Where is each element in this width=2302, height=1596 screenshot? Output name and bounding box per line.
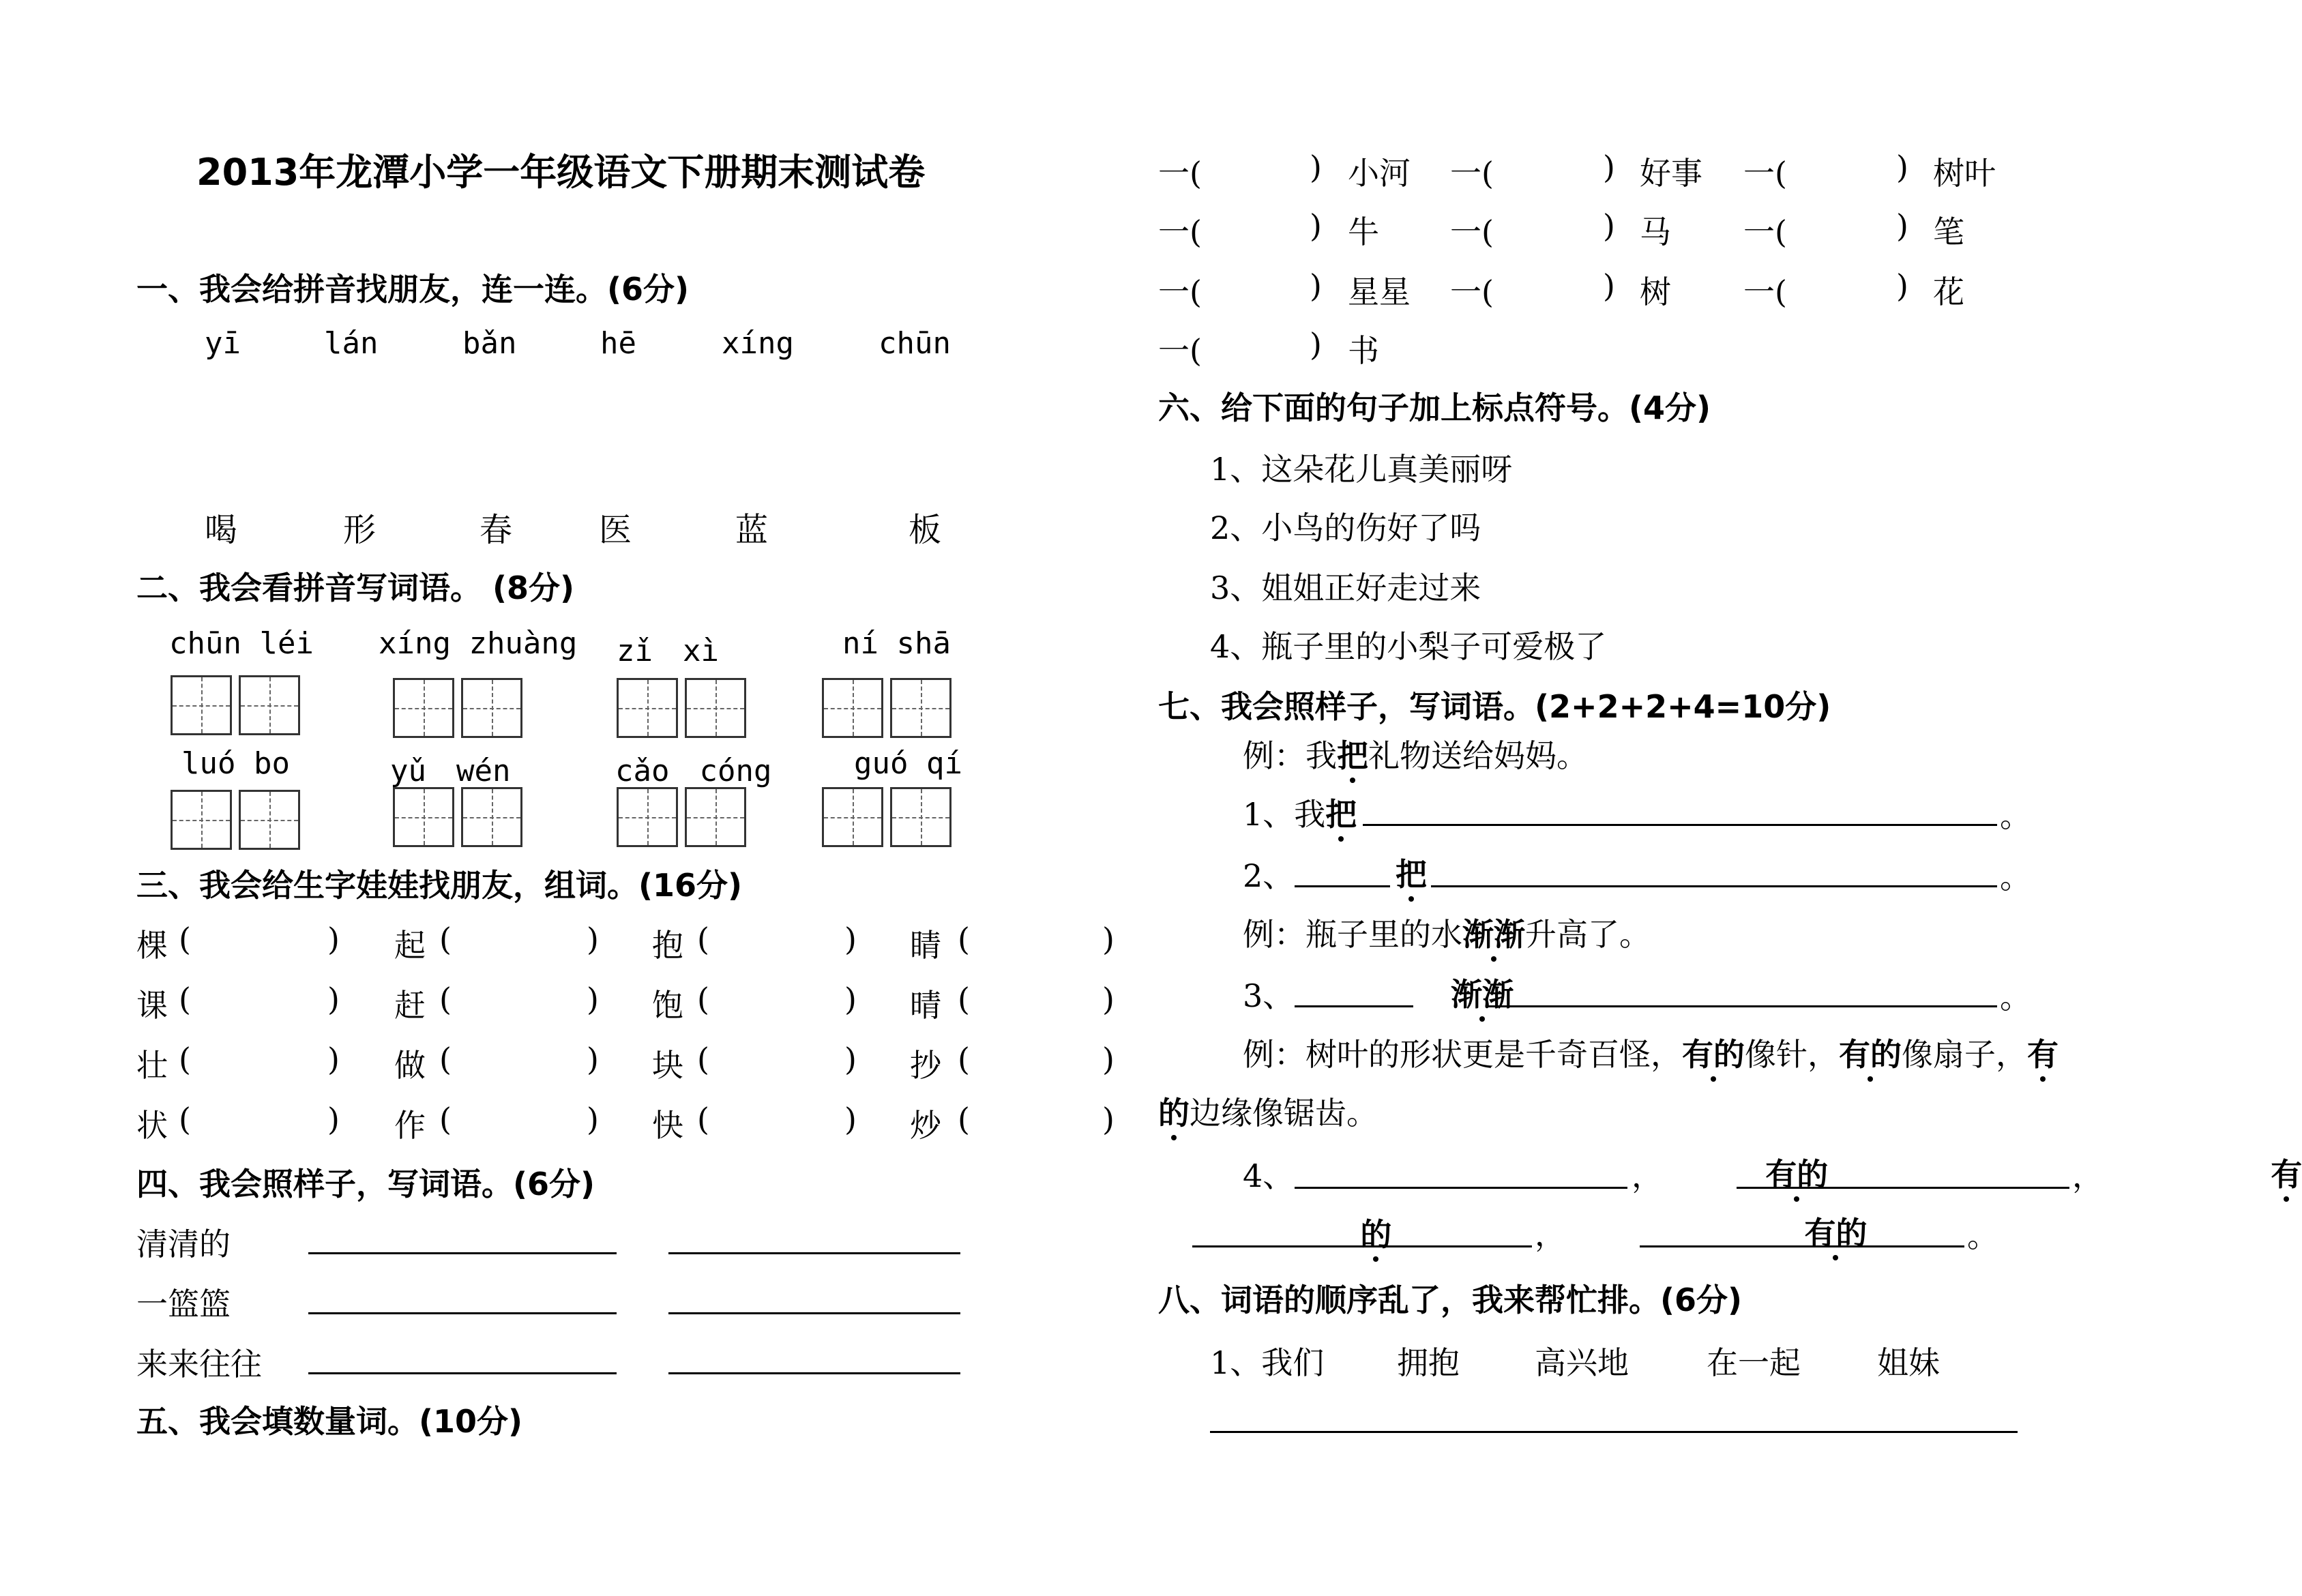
period: 。 (1967, 1217, 1998, 1254)
char-prompt: 壮 (136, 1047, 168, 1084)
left-paren: ( (697, 981, 709, 1018)
pinyin-item: chūn (879, 326, 951, 361)
keyword: 把 (1396, 850, 1427, 895)
scrambled-word: 高兴地 (1535, 1344, 1629, 1381)
answer-line[interactable] (308, 1372, 617, 1374)
right-paren: ) (844, 1101, 857, 1138)
scrambled-word: 姐妹 (1877, 1344, 1940, 1381)
char-prompt: 饱 (652, 987, 683, 1024)
example-word: 一篮篮 (136, 1286, 231, 1322)
answer-line[interactable] (1210, 1431, 2018, 1433)
hanzi-item: 板 (909, 511, 942, 549)
period: 。 (2000, 797, 2031, 834)
answer-line[interactable] (668, 1252, 960, 1254)
punctuation-sentence: 2、小鸟的伤好了吗 (1210, 509, 1481, 546)
pinyin-item: xíng (722, 326, 794, 361)
question-3-number: 3、 (1243, 977, 1295, 1014)
writing-grid-box[interactable] (685, 787, 746, 847)
measure-prefix: 一( (1743, 274, 1787, 310)
pinyin-prompt: cǎo cóng (615, 754, 772, 788)
answer-line[interactable] (1192, 1245, 1532, 1247)
right-paren: ) (1896, 149, 1908, 186)
left-paren: ( (958, 1041, 970, 1078)
pinyin-prompt: zǐ xì (617, 634, 719, 668)
answer-line[interactable] (668, 1372, 960, 1374)
keyword: 渐渐 (1462, 910, 1525, 955)
measure-prefix: 一( (1743, 213, 1787, 250)
punctuation-sentence: 1、这朵花儿真美丽呀 (1210, 451, 1513, 488)
punctuation-sentence: 3、姐姐正好走过来 (1210, 570, 1481, 606)
right-paren: ) (1102, 1101, 1115, 1138)
period: 。 (2000, 979, 2031, 1016)
right-paren: ) (327, 1101, 340, 1138)
left-paren: ( (697, 1041, 709, 1078)
answer-line[interactable] (308, 1252, 617, 1254)
char-prompt: 状 (136, 1107, 168, 1144)
char-prompt: 睛 (910, 927, 941, 964)
section-5-heading: 五、我会填数量词。(10分) (136, 1403, 523, 1440)
pinyin-prompt: xíng zhuàng (379, 626, 578, 661)
char-prompt: 抄 (910, 1047, 941, 1084)
char-prompt: 抱 (652, 927, 683, 964)
left-paren: ( (697, 921, 709, 958)
right-paren: ) (1310, 207, 1322, 244)
right-paren: ) (587, 1101, 599, 1138)
keyword: 把 (1325, 790, 1357, 835)
noun-item: 树 (1640, 274, 1671, 310)
right-paren: ) (327, 921, 340, 958)
left-paren: ( (958, 1101, 970, 1138)
question-4-number: 4、 (1243, 1157, 1295, 1194)
writing-grid-box[interactable] (239, 790, 300, 850)
answer-line[interactable] (308, 1312, 617, 1314)
measure-prefix: 一( (1158, 332, 1202, 369)
measure-prefix: 一( (1743, 155, 1787, 192)
comma: ， (2072, 1157, 2104, 1194)
comma: ， (1632, 1157, 1663, 1194)
writing-grid-box[interactable] (617, 678, 678, 738)
scrambled-word: 1、我们 (1210, 1344, 1325, 1381)
char-prompt: 赶 (394, 987, 426, 1024)
writing-grid-box[interactable] (393, 787, 454, 847)
right-paren: ) (1102, 921, 1115, 958)
question-2-number: 2、 (1243, 857, 1295, 894)
writing-grid-box[interactable] (617, 787, 678, 847)
section-7-heading: 七、我会照样子，写词语。(2+2+2+4=10分) (1158, 688, 1831, 725)
hanzi-item: 形 (343, 511, 377, 549)
right-paren: ) (587, 981, 599, 1018)
section-8-heading: 八、词语的顺序乱了，我来帮忙排。(6分) (1158, 1282, 1743, 1318)
writing-grid-box[interactable] (822, 678, 883, 738)
pinyin-item: hē (600, 326, 636, 361)
left-paren: ( (958, 981, 970, 1018)
char-prompt: 晴 (910, 987, 941, 1024)
left-paren: ( (439, 1101, 452, 1138)
left-paren: ( (439, 1041, 452, 1078)
hanzi-item: 喝 (205, 511, 238, 549)
char-prompt: 快 (652, 1107, 683, 1144)
writing-grid-box[interactable] (890, 678, 951, 738)
writing-grid-box[interactable] (239, 675, 300, 735)
char-prompt: 做 (394, 1047, 426, 1084)
pinyin-prompt: luó bo (181, 746, 290, 781)
keyword: 的 (1158, 1089, 1190, 1134)
section-1-heading: 一、我会给拼音找朋友，连一连。(6分) (136, 271, 690, 308)
example-sentence: 例：我把礼物送给妈妈。 (1243, 731, 1588, 776)
keyword: 有的 (1839, 1030, 1902, 1075)
right-paren: ) (1310, 267, 1322, 304)
char-prompt: 棵 (136, 927, 168, 964)
measure-prefix: 一( (1158, 213, 1202, 250)
writing-grid-box[interactable] (393, 678, 454, 738)
writing-grid-box[interactable] (822, 787, 883, 847)
noun-item: 好事 (1640, 155, 1702, 192)
pinyin-prompt: ní shā (842, 626, 951, 661)
noun-item: 书 (1348, 332, 1379, 369)
writing-grid-box[interactable] (461, 678, 522, 738)
keyword: 有的 (1765, 1150, 1828, 1195)
keyword: 有 (2027, 1030, 2058, 1075)
keyword: 渐渐 (1451, 970, 1514, 1015)
measure-prefix: 一( (1450, 155, 1494, 192)
measure-prefix: 一( (1158, 155, 1202, 192)
keyword: 有的 (1682, 1030, 1745, 1075)
period: 。 (2000, 859, 2031, 896)
right-paren: ) (844, 921, 857, 958)
measure-prefix: 一( (1450, 213, 1494, 250)
right-paren: ) (327, 981, 340, 1018)
measure-prefix: 一( (1158, 274, 1202, 310)
right-paren: ) (1603, 149, 1615, 186)
writing-grid-box[interactable] (171, 790, 232, 850)
answer-line[interactable] (1363, 824, 1997, 826)
pinyin-prompt: guó qí (854, 746, 962, 781)
left-paren: ( (439, 921, 452, 958)
noun-item: 花 (1933, 274, 1964, 310)
comma: ， (1535, 1216, 1566, 1253)
right-paren: ) (1896, 207, 1908, 244)
pinyin-item: lán (324, 326, 379, 361)
writing-grid-box[interactable] (461, 787, 522, 847)
left-paren: ( (179, 981, 191, 1018)
left-paren: ( (179, 1101, 191, 1138)
answer-line[interactable] (1737, 1187, 2069, 1189)
writing-grid-box[interactable] (685, 678, 746, 738)
noun-item: 笔 (1933, 213, 1964, 250)
answer-line[interactable] (1640, 1245, 1964, 1247)
right-paren: ) (587, 1041, 599, 1078)
left-paren: ( (179, 921, 191, 958)
scrambled-word: 拥抱 (1397, 1344, 1460, 1381)
answer-line[interactable] (1295, 1005, 1413, 1007)
right-paren: ) (844, 981, 857, 1018)
section-2-heading: 二、我会看拼音写词语。 (8分) (136, 570, 575, 606)
keyword: 把 (1337, 731, 1368, 776)
char-prompt: 起 (394, 927, 426, 964)
question-1: 1、我把 (1243, 790, 1357, 835)
section-3-heading: 三、我会给生字娃娃找朋友，组词。(16分) (136, 867, 743, 904)
right-paren: ) (1310, 149, 1322, 186)
noun-item: 牛 (1348, 213, 1379, 250)
right-paren: ) (1603, 207, 1615, 244)
hanzi-item: 春 (479, 511, 513, 549)
right-paren: ) (844, 1041, 857, 1078)
right-paren: ) (587, 921, 599, 958)
noun-item: 树叶 (1933, 155, 1996, 192)
pinyin-prompt: chūn léi (169, 626, 314, 661)
pinyin-item: bǎn (462, 326, 517, 361)
keyword: 的 (1360, 1210, 1391, 1255)
writing-grid-box[interactable] (171, 675, 232, 735)
punctuation-sentence: 4、瓶子里的小梨子可爱极了 (1210, 628, 1607, 665)
page-title: 2013年龙潭小学一年级语文下册期末测试卷 (196, 151, 926, 194)
char-prompt: 作 (394, 1107, 426, 1144)
noun-item: 星星 (1348, 274, 1411, 310)
noun-item: 马 (1640, 213, 1671, 250)
answer-line[interactable] (1486, 1005, 1997, 1007)
example-word: 来来往往 (136, 1346, 262, 1383)
right-paren: ) (1603, 267, 1615, 304)
answer-line[interactable] (1295, 1187, 1627, 1189)
hanzi-item: 蓝 (735, 511, 769, 549)
example-sentence-cont: 的边缘像锯齿。 (1158, 1089, 1378, 1134)
example-word: 清清的 (136, 1226, 231, 1262)
answer-line[interactable] (1295, 885, 1390, 887)
example-sentence: 例：树叶的形状更是千奇百怪，有的像针，有的像扇子，有 (1243, 1030, 2058, 1075)
answer-line[interactable] (1431, 885, 1997, 887)
noun-item: 小河 (1348, 155, 1411, 192)
left-paren: ( (958, 921, 970, 958)
scrambled-word: 在一起 (1707, 1344, 1801, 1381)
keyword: 有 (2271, 1150, 2302, 1195)
left-paren: ( (697, 1101, 709, 1138)
keyword: 有的 (1804, 1209, 1867, 1254)
char-prompt: 课 (136, 987, 168, 1024)
section-6-heading: 六、给下面的句子加上标点符号。(4分) (1158, 389, 1711, 426)
right-paren: ) (327, 1041, 340, 1078)
example-sentence: 例：瓶子里的水渐渐升高了。 (1243, 910, 1651, 955)
writing-grid-box[interactable] (890, 787, 951, 847)
char-prompt: 块 (652, 1047, 683, 1084)
right-paren: ) (1102, 1041, 1115, 1078)
answer-line[interactable] (668, 1312, 960, 1314)
right-paren: ) (1310, 326, 1322, 363)
pinyin-item: yī (205, 326, 241, 361)
hanzi-item: 医 (599, 511, 632, 549)
char-prompt: 炒 (910, 1107, 941, 1144)
pinyin-prompt: yǔ wén (390, 754, 511, 788)
measure-prefix: 一( (1450, 274, 1494, 310)
left-paren: ( (439, 981, 452, 1018)
left-paren: ( (179, 1041, 191, 1078)
right-paren: ) (1896, 267, 1908, 304)
section-4-heading: 四、我会照样子，写词语。(6分) (136, 1166, 595, 1202)
right-paren: ) (1102, 981, 1115, 1018)
